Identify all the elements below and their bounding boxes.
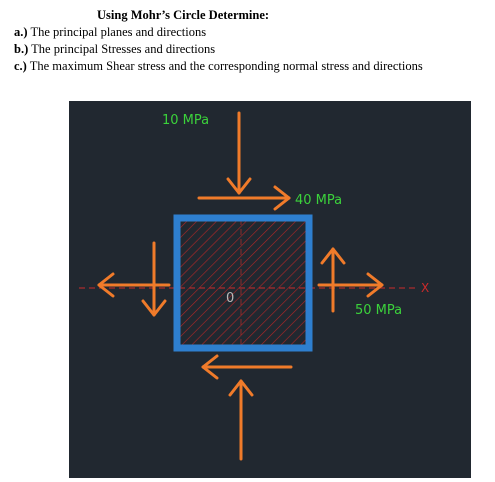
question-c-text: The maximum Shear stress and the corresponding normal stress and directions (29, 59, 423, 73)
stress-element-diagram (69, 101, 471, 478)
x-axis-label: X (421, 281, 430, 295)
problem-heading: Using Mohr’s Circle Determine: (97, 8, 270, 22)
top-stress-arrow (228, 113, 250, 193)
stress-element-figure (69, 101, 471, 478)
stress-element-fill (177, 218, 309, 348)
question-b-text: The principal Stresses and directions (31, 42, 216, 56)
question-a-label: a.) (14, 25, 28, 39)
question-c-label: c.) (14, 59, 27, 73)
left-shear-arrow (143, 243, 165, 315)
right-stress-label: 50 MPa (355, 303, 403, 318)
shear-stress-label: 40 MPa (295, 193, 343, 208)
question-b-label: b.) (14, 42, 29, 56)
question-a (14, 25, 206, 40)
left-stress-arrow (99, 274, 169, 296)
right-shear-arrow (322, 249, 344, 311)
bottom-stress-arrow (230, 381, 252, 459)
bottom-shear-arrow (203, 356, 291, 378)
question-b (14, 42, 215, 57)
origin-label: 0 (226, 291, 235, 306)
question-c (14, 59, 423, 74)
top-stress-label: 10 MPa (162, 113, 210, 128)
right-stress-arrow (319, 274, 382, 296)
question-a-text: The principal planes and directions (30, 25, 207, 39)
top-shear-arrow (199, 187, 289, 209)
